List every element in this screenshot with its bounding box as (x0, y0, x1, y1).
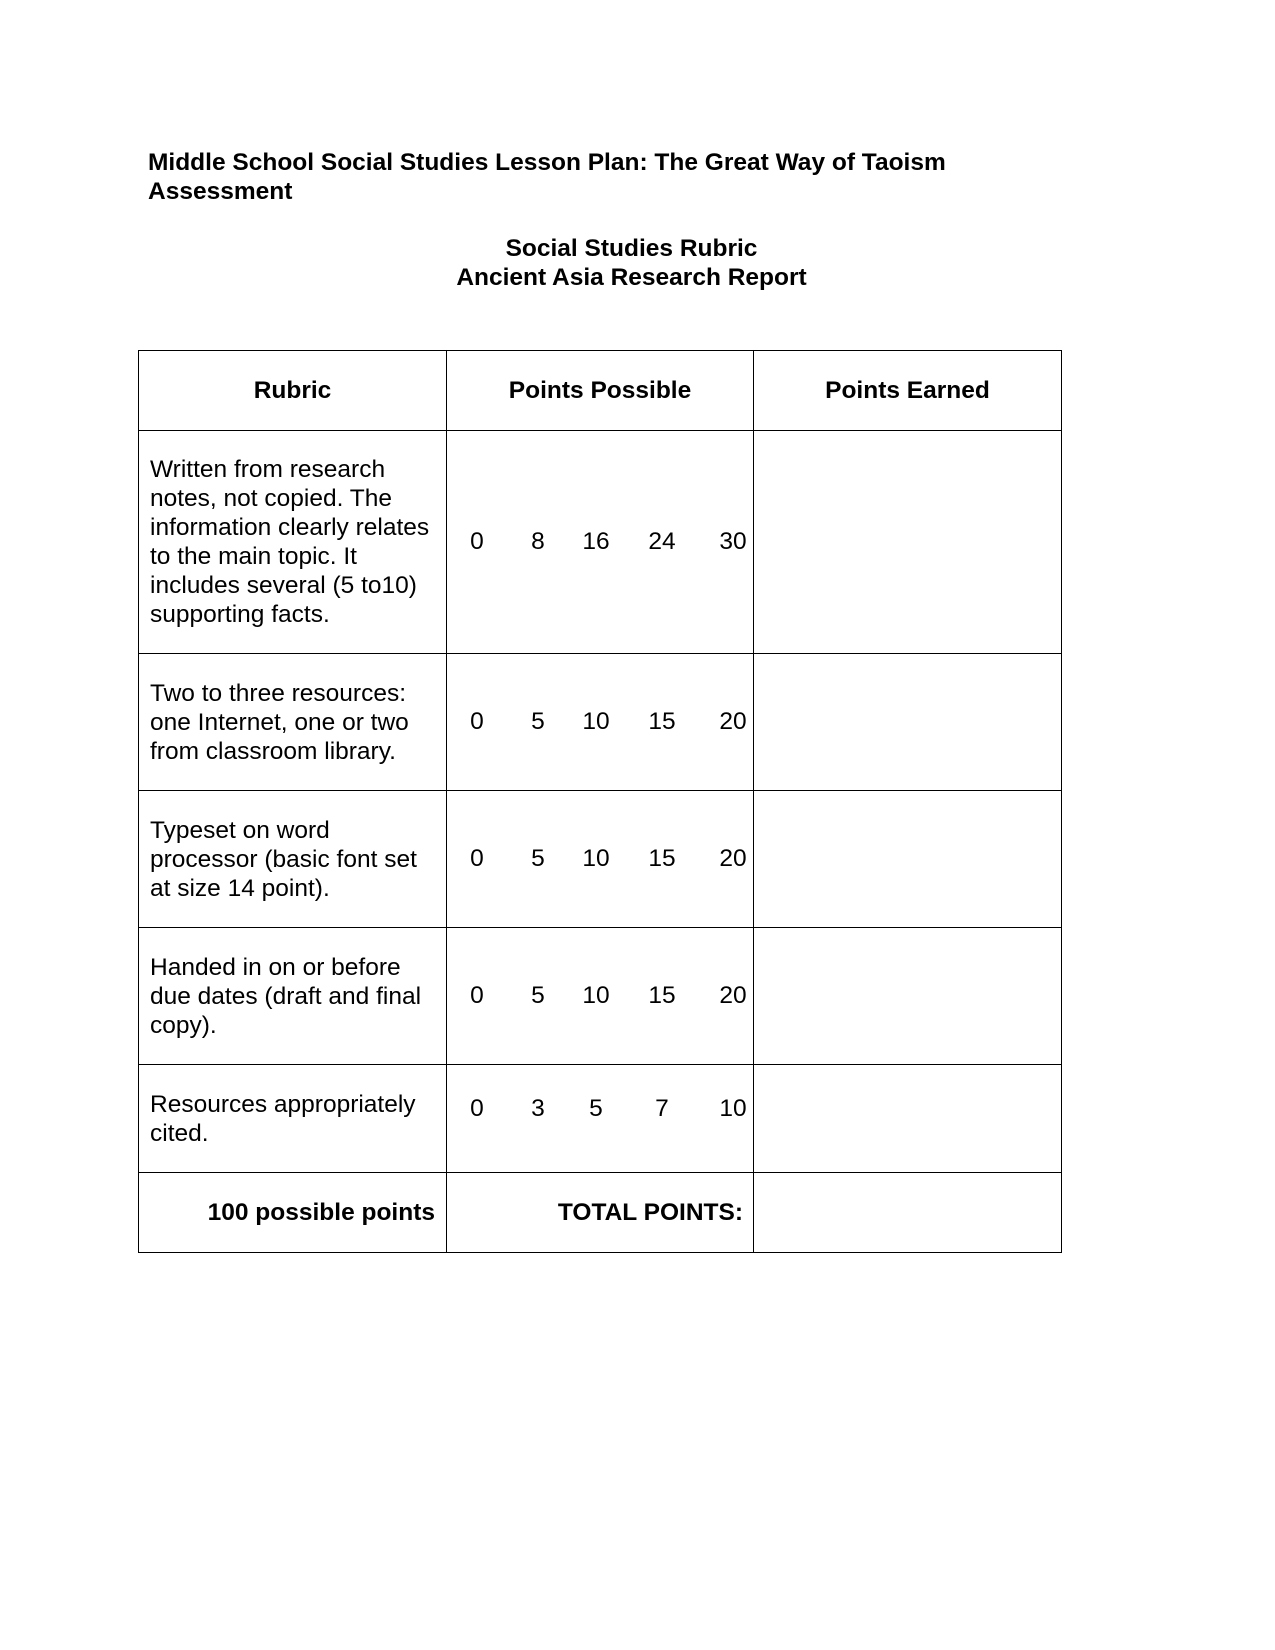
points-earned-cell[interactable] (754, 1065, 1062, 1173)
criterion-line: supporting facts. (150, 601, 330, 628)
possible-points-label: 100 possible points (139, 1173, 447, 1253)
score-value: 0 (470, 527, 484, 555)
title-line-2: Assessment (148, 178, 293, 205)
table-row (139, 431, 1062, 654)
points-possible-cell (447, 791, 754, 928)
criterion-cell (139, 654, 447, 791)
points-earned-cell[interactable] (754, 928, 1062, 1065)
score-value: 0 (470, 981, 484, 1009)
rubric-heading (0, 234, 1275, 292)
score-value: 20 (719, 981, 747, 1009)
subheading-line-2: Ancient Asia Research Report (456, 264, 807, 291)
header-rubric: Rubric (139, 351, 447, 431)
criterion-line: cited. (150, 1119, 209, 1147)
criterion-line: information clearly relates (150, 514, 430, 541)
criterion-line: Resources appropriately (150, 1090, 416, 1118)
score-value: 10 (719, 1095, 747, 1122)
subheading-line-1: Social Studies Rubric (505, 235, 758, 262)
score-value: 7 (655, 1095, 669, 1122)
score-value: 15 (648, 844, 676, 872)
table-row (139, 1065, 1062, 1173)
criterion-line: from classroom library. (150, 737, 396, 765)
score-value: 10 (582, 707, 610, 735)
criterion-line: Two to three resources: (150, 679, 407, 707)
score-scale (464, 1095, 753, 1124)
total-row (139, 1173, 1062, 1253)
points-possible-cell (447, 431, 754, 654)
score-value: 0 (470, 707, 484, 735)
score-value: 16 (582, 527, 610, 555)
score-value: 0 (470, 1095, 484, 1122)
points-earned-cell[interactable] (754, 791, 1062, 928)
criterion-line: Written from research (150, 456, 386, 483)
criterion-cell (139, 431, 447, 654)
criterion-line: Typeset on word (150, 816, 330, 844)
criterion-line: at size 14 point). (150, 874, 330, 902)
total-points-cell[interactable] (754, 1173, 1062, 1253)
table-row (139, 654, 1062, 791)
score-value: 20 (719, 707, 747, 735)
score-value: 5 (531, 844, 545, 872)
points-possible-cell (447, 1065, 754, 1173)
criterion-line: copy). (150, 1011, 217, 1039)
points-possible-cell (447, 928, 754, 1065)
points-possible-cell (447, 654, 754, 791)
title-line-1: Middle School Social Studies Lesson Plan: The Great Way of Taoism (148, 149, 946, 176)
score-value: 5 (531, 981, 545, 1009)
score-value: 24 (648, 527, 676, 555)
criterion-line: notes, not copied. The (150, 485, 392, 512)
score-value: 8 (531, 527, 545, 555)
score-value: 30 (719, 527, 747, 555)
score-scale (464, 982, 753, 1011)
rubric-table (138, 350, 1062, 1253)
score-value: 5 (531, 707, 545, 735)
score-value: 5 (589, 1095, 603, 1122)
score-scale (464, 845, 753, 874)
criterion-line: processor (basic font set (150, 845, 417, 873)
criterion-line: includes several (5 to10) (150, 572, 417, 599)
points-earned-cell[interactable] (754, 654, 1062, 791)
points-earned-cell[interactable] (754, 431, 1062, 654)
score-scale (464, 708, 753, 737)
table-header-row (139, 351, 1062, 431)
score-value: 10 (582, 981, 610, 1009)
criterion-line: Handed in on or before (150, 953, 401, 981)
table-row (139, 928, 1062, 1065)
table-row (139, 791, 1062, 928)
header-points-possible: Points Possible (447, 351, 754, 431)
criterion-cell (139, 791, 447, 928)
score-value: 20 (719, 844, 747, 872)
score-value: 15 (648, 981, 676, 1009)
score-value: 0 (470, 844, 484, 872)
total-points-label: TOTAL POINTS: (447, 1173, 754, 1253)
score-value: 3 (531, 1095, 545, 1122)
score-value: 15 (648, 707, 676, 735)
criterion-cell (139, 1065, 447, 1173)
criterion-cell (139, 928, 447, 1065)
header-points-earned: Points Earned (754, 351, 1062, 431)
criterion-line: to the main topic. It (150, 543, 357, 570)
criterion-line: one Internet, one or two (150, 708, 409, 736)
score-value: 10 (582, 844, 610, 872)
score-scale (464, 528, 753, 557)
document-title (148, 148, 1148, 206)
criterion-line: due dates (draft and final (150, 982, 422, 1010)
